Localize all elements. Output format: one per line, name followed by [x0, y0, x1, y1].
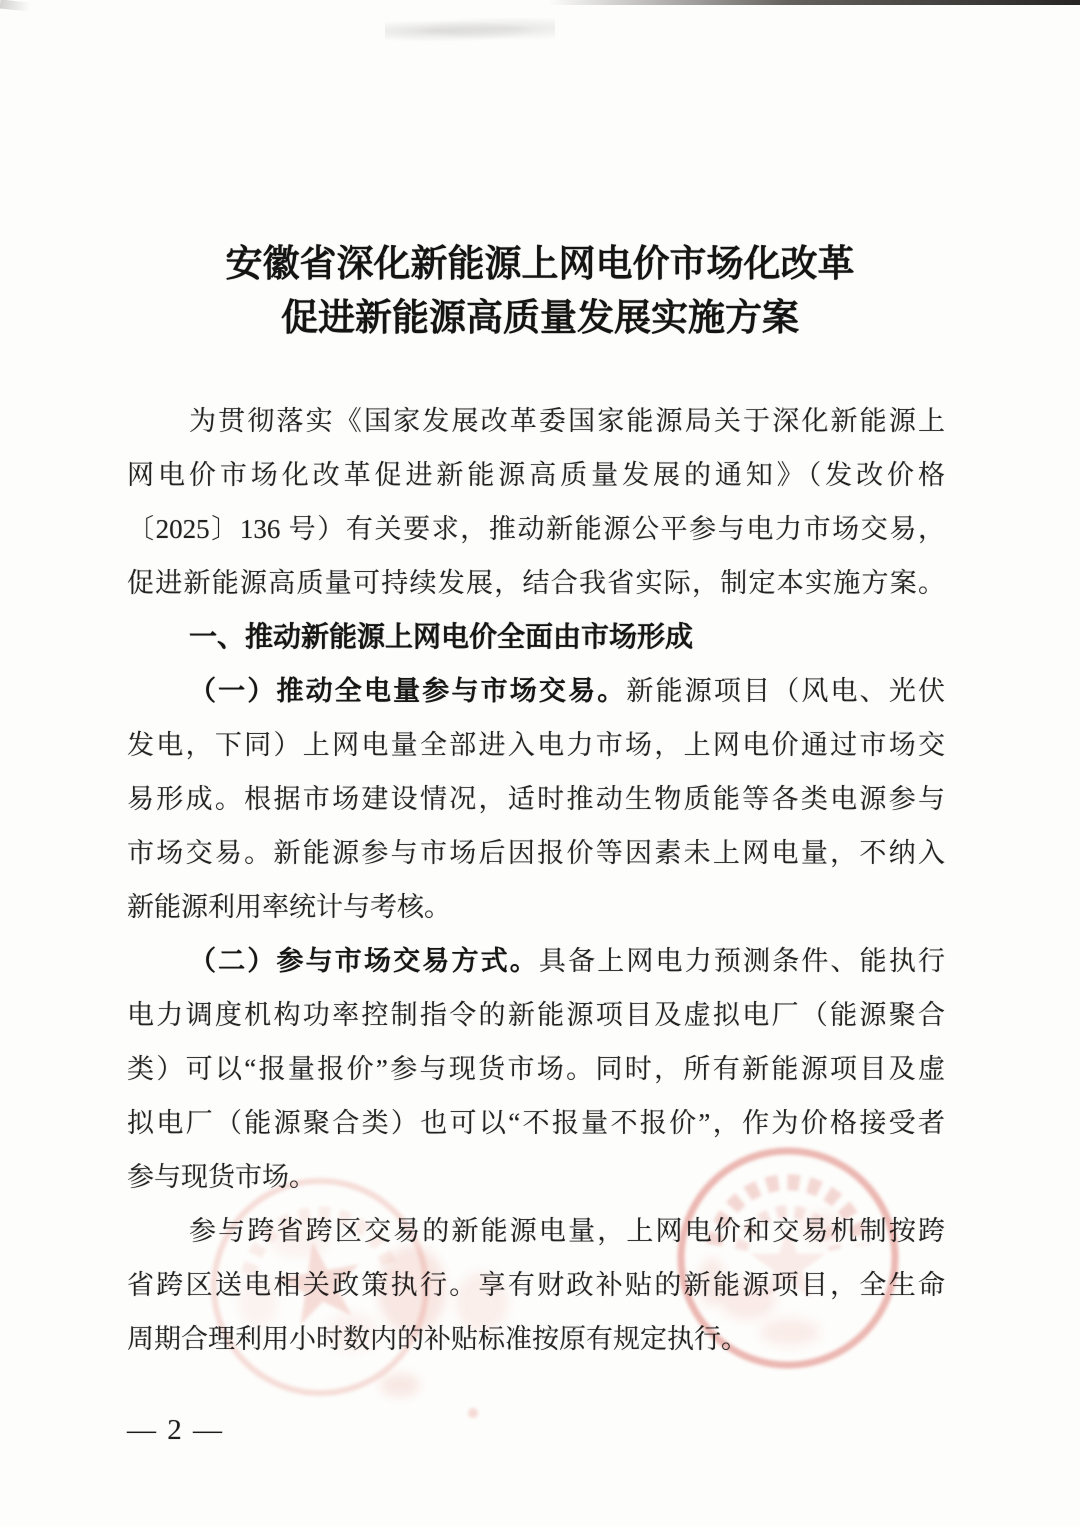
text-segment: 类）可以“报量报价”参与现货市场。同时，所有新能源项目及虚 [127, 1054, 945, 1084]
bold-text-segment: 一、推动新能源上网电价全面由市场形成 [189, 621, 694, 652]
text-segment: 发电，下同）上网电量全部进入电力市场，上网电价通过市场交 [127, 730, 945, 760]
text-segment: 周期合理利用小时数内的补贴标准按原有规定执行。 [127, 1324, 748, 1354]
text-segment: 省跨区送电相关政策执行。享有财政补贴的新能源项目，全生命 [127, 1270, 945, 1300]
text-segment: 市场交易。新能源参与市场后因报价等因素未上网电量，不纳入 [127, 838, 945, 868]
text-line [127, 718, 945, 772]
text-line [127, 826, 945, 880]
text-line [127, 934, 945, 988]
text-segment: 参与现货市场。 [127, 1162, 316, 1192]
bold-text-segment: （一）推动全电量参与市场交易。 [189, 676, 627, 706]
text-line [127, 988, 945, 1042]
text-segment: 新能源项目（风电、光伏 [626, 676, 945, 706]
text-segment: 具备上网电力预测条件、能执行 [538, 946, 945, 976]
text-segment: 促进新能源高质量可持续发展，结合我省实际，制定本实施方案。 [127, 568, 945, 598]
scan-artifact-smudge [385, 18, 555, 44]
scan-artifact-top-edge [548, 0, 1080, 5]
text-line [127, 772, 945, 826]
text-line [127, 1042, 945, 1096]
document-title [0, 238, 1080, 346]
text-segment: 拟电厂（能源聚合类）也可以“不报量不报价”，作为价格接受者 [127, 1108, 945, 1138]
scan-artifact-corner [0, 0, 30, 12]
text-segment: 参与跨省跨区交易的新能源电量，上网电价和交易机制按跨 [189, 1216, 945, 1246]
bold-text-segment: （二）参与市场交易方式。 [189, 946, 539, 976]
document-body [127, 394, 945, 1366]
text-line [127, 394, 945, 448]
text-line [127, 1258, 945, 1312]
page-number: — 2 — [127, 1414, 224, 1446]
text-segment: 〔2025〕136 号）有关要求，推动新能源公平参与电力市场交易， [127, 514, 945, 544]
text-line [127, 1312, 945, 1366]
text-line [127, 1204, 945, 1258]
section-heading [127, 610, 945, 664]
text-segment: 电力调度机构功率控制指令的新能源项目及虚拟电厂（能源聚合 [127, 1000, 945, 1030]
text-line [127, 664, 945, 718]
text-line [127, 880, 945, 934]
text-segment: 新能源利用率统计与考核。 [127, 892, 451, 922]
text-segment: 为贯彻落实《国家发展改革委国家能源局关于深化新能源上 [189, 406, 945, 436]
text-line [127, 556, 945, 610]
text-line [127, 1096, 945, 1150]
text-segment: 网电价市场化改革促进新能源高质量发展的通知》（发改价格 [127, 460, 945, 490]
text-line [127, 502, 945, 556]
text-line [127, 448, 945, 502]
document-title-line-2: 促进新能源高质量发展实施方案 [281, 298, 799, 339]
text-segment: 易形成。根据市场建设情况，适时推动生物质能等各类电源参与 [127, 784, 945, 814]
document-title-line-1: 安徽省深化新能源上网电价市场化改革 [225, 244, 855, 285]
text-line [127, 1150, 945, 1204]
